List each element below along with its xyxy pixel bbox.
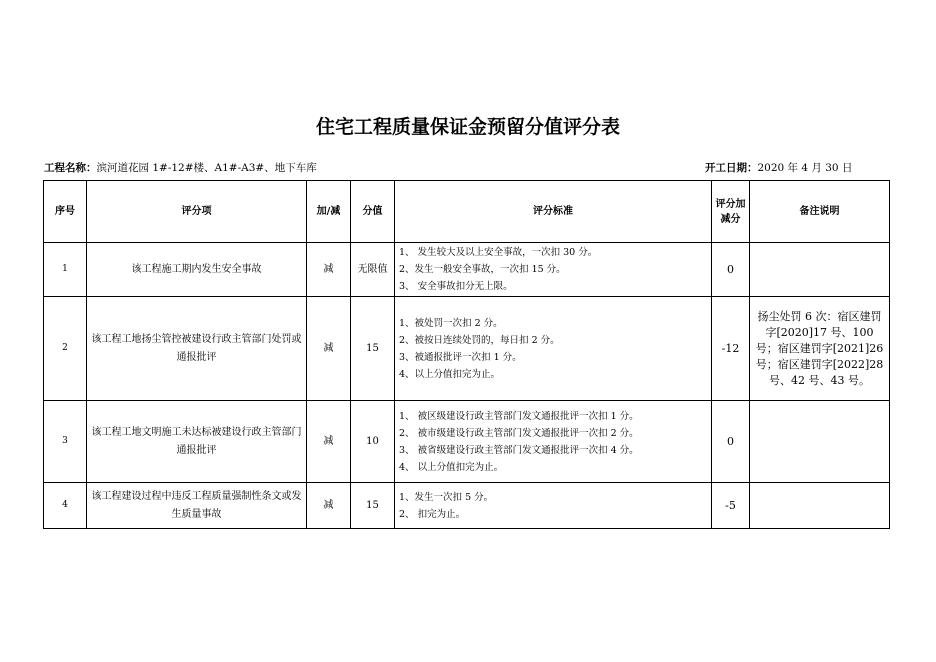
row-type: 减 xyxy=(307,483,351,529)
page-title: 住宅工程质量保证金预留分值评分表 xyxy=(315,116,620,138)
row-type: 减 xyxy=(307,243,351,297)
row-notes xyxy=(750,243,890,297)
row-item: 该工程建设过程中违反工程质量强制性条文或发生质量事故 xyxy=(87,483,307,529)
row-score: 10 xyxy=(351,401,395,483)
table-row xyxy=(44,297,890,401)
criteria-line: 1、被处罚一次扣 2 分。 xyxy=(399,317,503,329)
start-date-value: 2020 年 4 月 30 日 xyxy=(757,162,853,174)
row-index: 2 xyxy=(44,297,87,401)
header-index: 序号 xyxy=(44,181,87,243)
row-criteria xyxy=(395,243,712,297)
table-header-row xyxy=(44,181,890,243)
row-index: 1 xyxy=(44,243,87,297)
row-item: 该工程工地文明施工未达标被建设行政主管部门通报批评 xyxy=(87,401,307,483)
table-row xyxy=(44,401,890,483)
header-notes: 备注说明 xyxy=(750,181,890,243)
row-adjust: -12 xyxy=(712,297,750,401)
row-item: 该工程施工期内发生安全事故 xyxy=(87,243,307,297)
row-type: 减 xyxy=(307,401,351,483)
row-score: 15 xyxy=(351,297,395,401)
row-score: 15 xyxy=(351,483,395,529)
criteria-line: 3、被通报批评一次扣 1 分。 xyxy=(399,351,522,363)
row-adjust: 0 xyxy=(712,243,750,297)
table-row xyxy=(44,483,890,529)
header-adjust: 评分加减分 xyxy=(712,181,750,243)
header-criteria: 评分标准 xyxy=(395,181,712,243)
row-criteria xyxy=(395,401,712,483)
row-index: 3 xyxy=(44,401,87,483)
row-criteria xyxy=(395,483,712,529)
row-index: 4 xyxy=(44,483,87,529)
row-notes xyxy=(750,401,890,483)
row-item: 该工程工地扬尘管控被建设行政主管部门处罚或通报批评 xyxy=(87,297,307,401)
criteria-line: 4、以上分值扣完为止。 xyxy=(399,368,501,380)
criteria-line: 2、被按日连续处罚的，每日扣 2 分。 xyxy=(399,334,560,346)
criteria-line: 4、 以上分值扣完为止。 xyxy=(399,461,504,473)
criteria-line: 2、发生一般安全事故，一次扣 15 分。 xyxy=(399,264,566,275)
row-score: 无限值 xyxy=(351,243,395,297)
criteria-line: 1、 发生较大及以上安全事故，一次扣 30 分。 xyxy=(399,247,598,258)
table-row xyxy=(44,243,890,297)
row-criteria xyxy=(395,297,712,401)
row-adjust: 0 xyxy=(712,401,750,483)
start-date xyxy=(705,160,852,175)
criteria-line: 3、 被省级建设行政主管部门发文通报批评一次扣 4 分。 xyxy=(399,444,639,456)
row-adjust: -5 xyxy=(712,483,750,529)
criteria-line: 2、 扣完为止。 xyxy=(399,508,466,520)
project-name-label: 工程名称： xyxy=(44,162,97,174)
project-name xyxy=(44,160,317,175)
project-name-value: 滨河道花园 1#-12#楼、A1#-A3#、地下车库 xyxy=(96,162,317,174)
criteria-line: 1、发生一次扣 5 分。 xyxy=(399,491,494,503)
score-table xyxy=(43,180,890,529)
criteria-line: 1、 被区级建设行政主管部门发文通报批评一次扣 1 分。 xyxy=(399,410,639,422)
header-item: 评分项 xyxy=(87,181,307,243)
header-score: 分值 xyxy=(351,181,395,243)
criteria-line: 2、 被市级建设行政主管部门发文通报批评一次扣 2 分。 xyxy=(399,427,639,439)
row-notes xyxy=(750,483,890,529)
start-date-label: 开工日期： xyxy=(705,162,758,174)
criteria-line: 3、 安全事故扣分无上限。 xyxy=(399,281,513,292)
row-notes: 扬尘处罚 6 次：宿区建罚字[2020]17 号、100 号；宿区建罚字[2021]26 号；宿区建罚字[2022]28 号、42 号、43 号。 xyxy=(750,297,890,401)
header-type: 加/减 xyxy=(307,181,351,243)
row-type: 减 xyxy=(307,297,351,401)
